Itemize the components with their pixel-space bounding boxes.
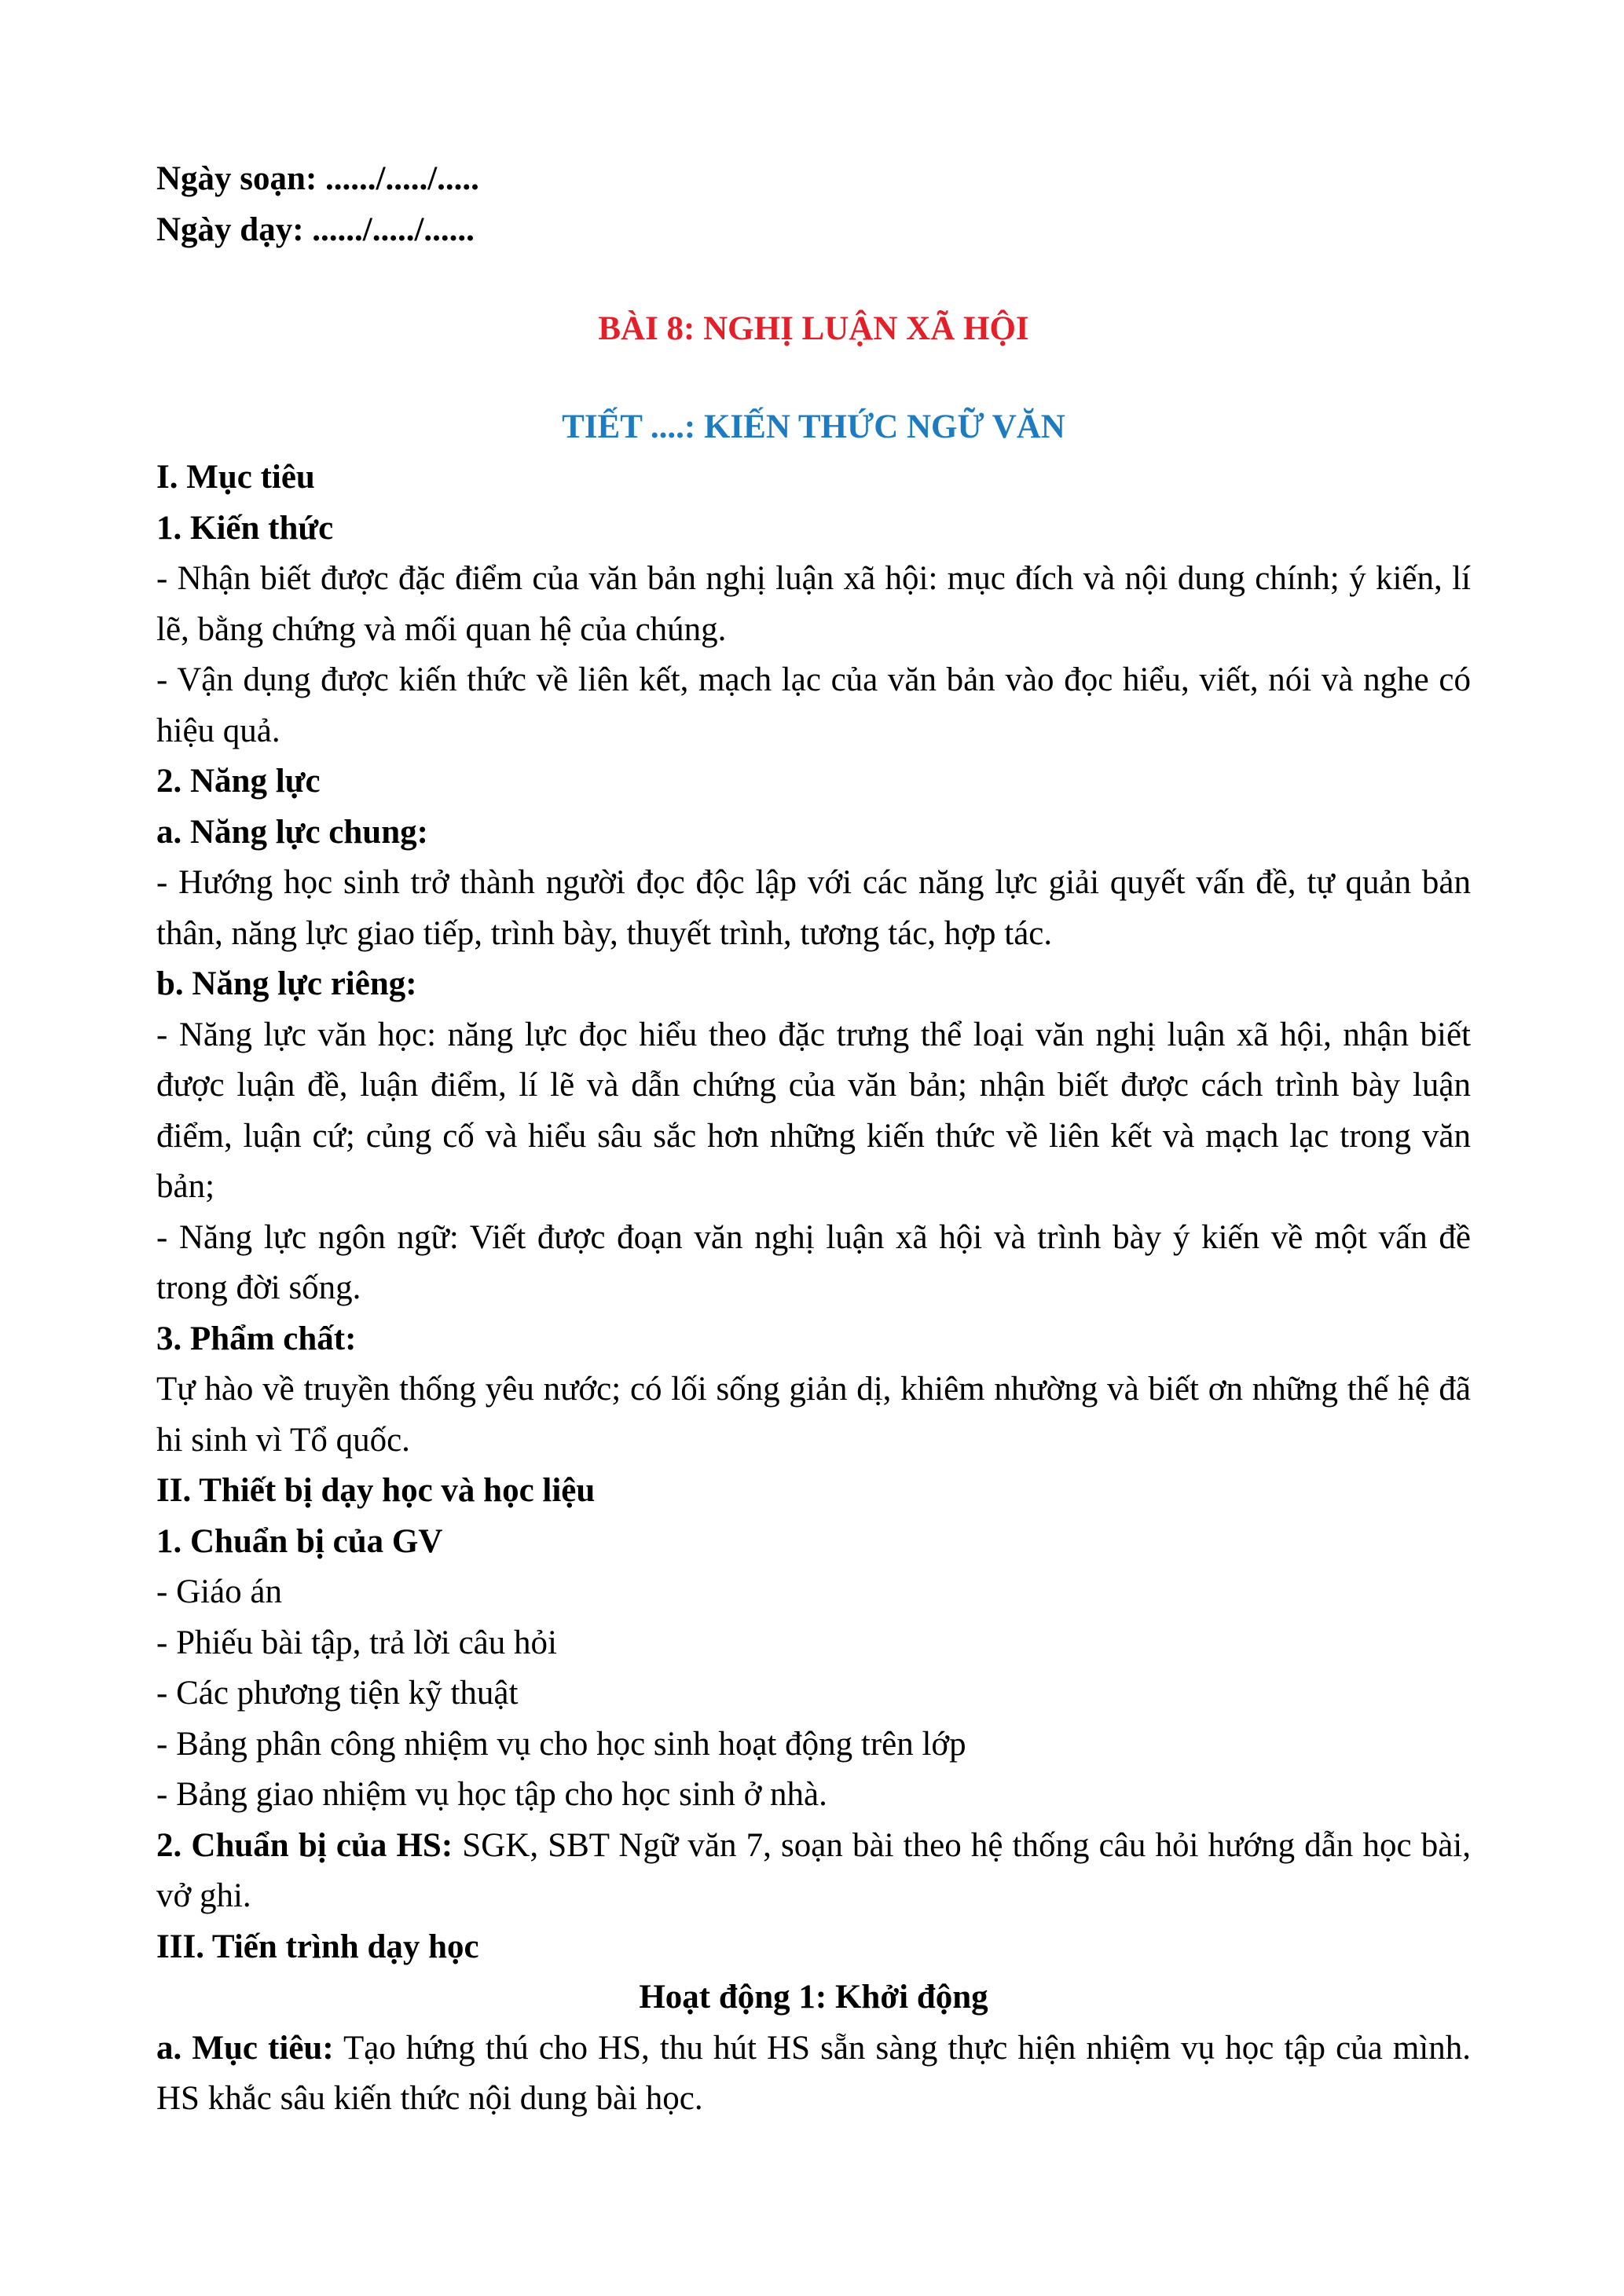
hoat-dong-1-heading: Hoạt động 1: Khởi động	[639, 1979, 988, 2016]
kien-thuc-item-2: - Vận dụng được kiến thức về liên kết, mạch lạc của văn bản vào đọc hiểu, viết, nói và nghe có hiệu quả.	[156, 661, 1471, 749]
gv-item: - Bảng giao nhiệm vụ học tập cho học sinh ở nhà.	[156, 1776, 827, 1813]
nang-luc-rieng-item-2: - Năng lực ngôn ngữ: Viết được đoạn văn nghị luận xã hội và trình bày ý kiến về một vấn đề trong đời sống.	[156, 1218, 1471, 1306]
hs-label: 2. Chuẩn bị của HS:	[156, 1826, 453, 1864]
section-1-heading: I. Mục tiêu	[156, 459, 315, 496]
gv-item: - Phiếu bài tập, trả lời câu hỏi	[156, 1624, 557, 1661]
nang-luc-rieng-item-1: - Năng lực văn học: năng lực đọc hiểu theo đặc trưng thể loại văn nghị luận xã hội, nhận biết được luận đề, luận điểm, lí lẽ và dẫn chứng của văn bản; nhận biết được cách trình bày luận điểm, luận cứ; củng cố và hiểu sâu sắc hơn những kiến thức về liên kết và mạch lạc trong văn bản;	[156, 1016, 1471, 1205]
muc-tieu-paragraph	[156, 2023, 1471, 2125]
nang-luc-chung-heading: a. Năng lực chung:	[156, 813, 428, 851]
kien-thuc-item-1: - Nhận biết được đặc điểm của văn bản nghị luận xã hội: mục đích và nội dung chính; ý kiến, lí lẽ, bằng chứng và mối quan hệ của chúng.	[156, 560, 1471, 648]
section-3-heading: III. Tiến trình dạy học	[156, 1928, 479, 1965]
lesson-subtitle: TIẾT ....: KIẾN THỨC NGỮ VĂN	[562, 408, 1065, 445]
muc-tieu-text: Tạo hứng thú cho HS, thu hút HS sẵn sàng thực hiện nhiệm vụ học tập của mình. HS khắc sâu kiến thức nội dung bài học.	[156, 2029, 1471, 2117]
nang-luc-heading: 2. Năng lực	[156, 763, 321, 800]
hs-text: SGK, SBT Ngữ văn 7, soạn bài theo hệ thống câu hỏi hướng dẫn học bài, vở ghi.	[156, 1826, 1471, 1914]
pham-chat-text: Tự hào về truyền thống yêu nước; có lối sống giản dị, khiêm nhường và biết ơn những thế hệ đã hi sinh vì Tổ quốc.	[156, 1371, 1471, 1459]
ngay-day: Ngày dạy: ....../...../......	[156, 211, 475, 248]
nang-luc-chung-item-1: - Hướng học sinh trở thành người đọc độc lập với các năng lực giải quyết vấn đề, tự quản bản thân, năng lực giao tiếp, trình bày, thuyết trình, tương tác, hợp tác.	[156, 864, 1471, 952]
gv-item: - Bảng phân công nhiệm vụ cho học sinh hoạt động trên lớp	[156, 1725, 966, 1763]
nang-luc-rieng-heading: b. Năng lực riêng:	[156, 965, 417, 1002]
hs-paragraph	[156, 1821, 1471, 1922]
kien-thuc-heading: 1. Kiến thức	[156, 509, 334, 547]
ngay-soan: Ngày soạn: ....../...../.....	[156, 160, 479, 197]
lesson-title: BÀI 8: NGHỊ LUẬN XÃ HỘI	[598, 310, 1029, 347]
pham-chat-heading: 3. Phẩm chất:	[156, 1320, 357, 1357]
gv-item: - Các phương tiện kỹ thuật	[156, 1675, 519, 1712]
gv-heading: 1. Chuẩn bị của GV	[156, 1522, 443, 1560]
muc-tieu-label: a. Mục tiêu:	[156, 2029, 334, 2067]
gv-item: - Giáo án	[156, 1573, 282, 1610]
section-2-heading: II. Thiết bị dạy học và học liệu	[156, 1472, 596, 1509]
